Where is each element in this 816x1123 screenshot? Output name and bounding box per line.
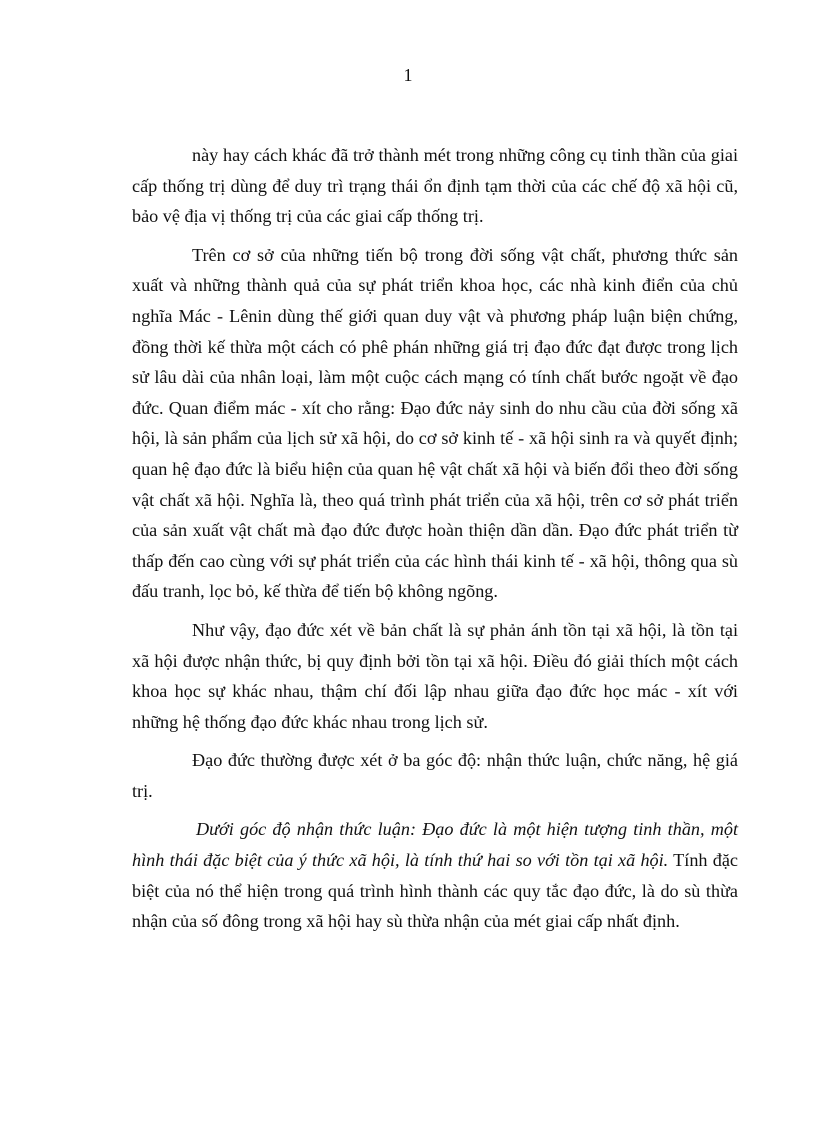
paragraph-2: Trên cơ sở của những tiến bộ trong đời sống vật chất, phương thức sản xuất và những thành quả của sự phát triển khoa học, các nhà kinh điển của chủ nghĩa Mác - Lênin dùng thế giới quan duy vật và phương pháp luận biện chứng, đồng thời kế thừa một cách có phê phán những giá trị đạo đức đạt được trong lịch sử lâu dài của nhân loại, làm một cuộc cách mạng có tính chất bước ngoặt về đạo đức. Quan điểm mác - xít cho rằng: Đạo đức nảy sinh do nhu cầu của đời sống xã hội, là sản phẩm của lịch sử xã hội, do cơ sở kinh tế - xã hội sinh ra và quyết định; quan hệ đạo đức là biểu hiện của quan hệ vật chất xã hội và biến đổi theo đời sống vật chất xã hội. Nghĩa là, theo quá trình phát triển của xã hội, trên cơ sở phát triển của sản xuất vật chất mà đạo đức được hoàn thiện dần dần. Đạo đức phát triển từ thấp đến cao cùng với sự phát triển của các hình thái kinh tế - xã hội, thông qua sù đấu tranh, lọc bỏ, kế thừa để tiến bộ không ngõng. [132,244,738,602]
paragraph-3: Như vậy, đạo đức xét về bản chất là sự phản ánh tồn tại xã hội, là tồn tại xã hội được nhận thức, bị quy định bởi tồn tại xã hội. Điều đó giải thích một cách khoa học sự khác nhau, thậm chí đối lập nhau giữa đạo đức học mác - xít với những hệ thống đạo đức khác nhau trong lịch sử. [132,619,738,732]
page-number: 1 [403,65,413,85]
paragraph-5-rest: Tính đặc biệt của nó thể hiện trong quá trình hình thành các quy tắc đạo đức, là do sù thừa nhận của số đông trong xã hội hay sù thừa nhận của mét giai cấp nhất định. [132,850,738,932]
document-body [132,140,738,945]
paragraph-5 [132,814,738,936]
paragraph-1: này hay cách khác đã trở thành mét trong những công cụ tinh thần của giai cấp thống trị dùng để duy trì trạng thái ổn định tạm thời của các chế độ xã hội cũ, bảo vệ địa vị thống trị của các giai cấp thống trị. [132,145,738,227]
paragraph-4: Đạo đức thường được xét ở ba góc độ: nhận thức luận, chức năng, hệ giá trị. [132,750,738,801]
paragraph-5-italic-lead: Dưới góc độ nhận thức luận: Đạo đức là một hiện tượng tinh thần, một hình thái đặc biệt của ý thức xã hội, là tính thứ hai so với tồn tại xã hội. [132,819,738,871]
